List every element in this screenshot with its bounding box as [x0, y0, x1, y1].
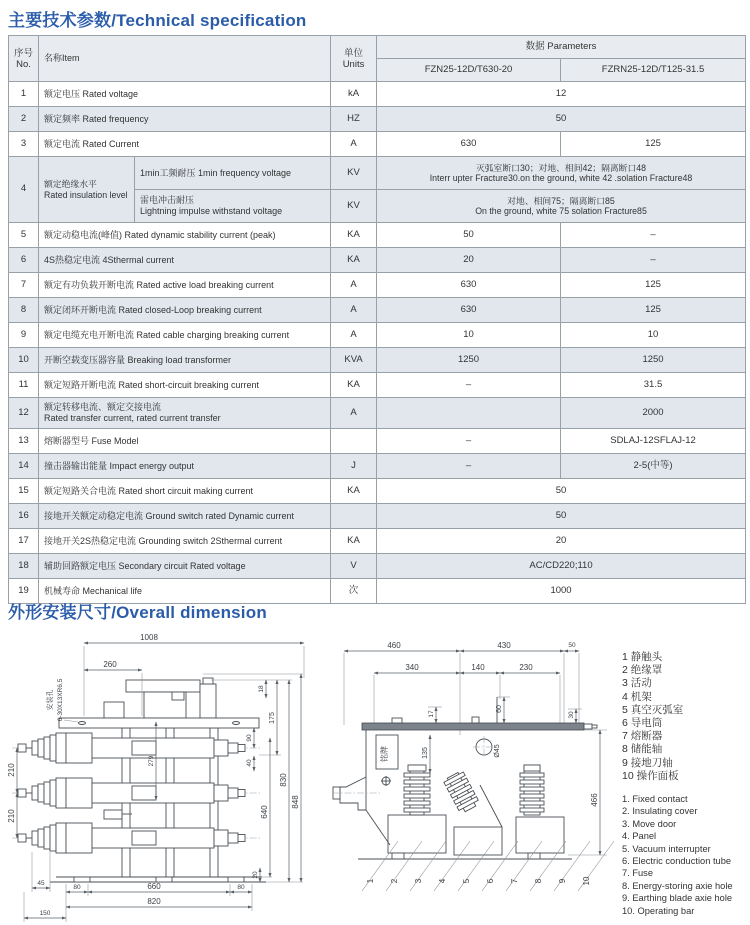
legend-item: 9. Earthing blade axie hole	[622, 893, 733, 904]
dim-label-60: 60	[496, 705, 503, 713]
legend-item: 5 真空灭弧室	[622, 703, 684, 716]
legend-item: 7 熔断器	[622, 730, 663, 743]
cell-unit: A	[331, 132, 377, 157]
table-row	[9, 454, 746, 479]
cell-no: 5	[9, 223, 39, 248]
legend-item: 7. Fuse	[622, 868, 654, 879]
cell-item: 额定闭环开断电流 Rated closed-Loop breaking current	[39, 298, 331, 323]
cell-unit: KVA	[331, 348, 377, 373]
cell-value-2: SDLAJ-12SFLAJ-12	[561, 429, 746, 454]
legend-item: 1 静触头	[622, 651, 663, 663]
dim-label-210a: 210	[7, 763, 16, 777]
part-number: 5	[462, 878, 471, 884]
cell-no: 12	[9, 398, 39, 429]
legend-item: 10 操作面板	[622, 769, 679, 782]
cell-unit: KA	[331, 248, 377, 273]
dim-label-430: 430	[497, 641, 511, 650]
cell-no: 6	[9, 248, 39, 273]
cell-item: 4S热稳定电流 4Sthermal current	[39, 248, 331, 273]
table-row	[9, 429, 746, 454]
dim-label-340: 340	[405, 663, 419, 672]
header-parameters: 数据 Parameters	[377, 36, 746, 59]
dim-label-90: 90	[246, 734, 253, 742]
dim-label-80b: 80	[237, 884, 245, 891]
part-number: 3	[414, 878, 423, 884]
cell-value-1: –	[377, 454, 561, 479]
dim-label-260: 260	[103, 660, 117, 669]
cell-value-1: 630	[377, 298, 561, 323]
cell-value: 50	[377, 504, 746, 529]
dim-label-1008: 1008	[140, 633, 158, 642]
front-view-drawing	[4, 630, 334, 925]
cell-no: 1	[9, 82, 39, 107]
cell-value: 灭弧室断口30；对地、相间42；隔离断口48 Interr upter Fracture30.on the ground, white 42 .solation Fracture48	[377, 157, 746, 190]
part-number: 10	[582, 876, 591, 886]
cell-unit: KA	[331, 223, 377, 248]
legend-item: 2. Insulating cover	[622, 806, 698, 817]
cell-unit: HZ	[331, 107, 377, 132]
cell-unit: A	[331, 323, 377, 348]
dim-label-80a: 80	[73, 884, 81, 891]
legend-item: 6. Electric conduction tube	[622, 856, 732, 867]
cell-item: 熔断器型号 Fuse Model	[39, 429, 331, 454]
dim-label-45: 45	[37, 880, 45, 887]
header-item: 名称Item	[39, 36, 331, 82]
cell-no: 17	[9, 529, 39, 554]
dim-label-17: 17	[428, 710, 435, 718]
cell-unit: 次	[331, 579, 377, 604]
header-model-2: FZRN25-12D/T125-31.5	[561, 59, 746, 82]
dim-label-848: 848	[291, 795, 300, 809]
dim-label-30: 30	[568, 711, 575, 719]
table-row	[9, 82, 746, 107]
cell-value: 20	[377, 529, 746, 554]
legend-item: 4. Panel	[622, 831, 657, 842]
cell-unit: J	[331, 454, 377, 479]
cell-unit: KA	[331, 479, 377, 504]
cell-unit: A	[331, 398, 377, 429]
cell-value-2: 2000	[561, 398, 746, 429]
cell-value-1: 1250	[377, 348, 561, 373]
cell-value-1: 50	[377, 223, 561, 248]
legend-item: 10. Operating bar	[622, 905, 695, 916]
nameplate-label: 铭牌	[380, 746, 389, 762]
dim-label-140: 140	[471, 663, 485, 672]
cell-item-sub: 雷电冲击耐压 Lightning impulse withstand voltage	[135, 190, 331, 223]
part-number: 7	[510, 878, 519, 884]
technical-specification-table	[8, 35, 746, 604]
part-number: 4	[438, 878, 447, 884]
cell-no: 15	[9, 479, 39, 504]
part-number: 9	[558, 878, 567, 884]
cell-value: AC/CD220;110	[377, 554, 746, 579]
table-row	[9, 348, 746, 373]
cell-no: 16	[9, 504, 39, 529]
cell-unit: A	[331, 298, 377, 323]
part-number-callouts	[362, 841, 614, 891]
cell-no: 10	[9, 348, 39, 373]
dim-label-135: 135	[422, 747, 429, 759]
table-row	[9, 157, 746, 190]
cell-no: 8	[9, 298, 39, 323]
dim-label-40: 40	[246, 759, 253, 767]
table-row	[9, 373, 746, 398]
part-number: 8	[534, 878, 543, 884]
section-title-technical-specification: 主要技术参数/Technical specification	[8, 11, 307, 30]
cell-value-2: 2-5(中等)	[561, 454, 746, 479]
header-units: 单位 Units	[331, 36, 377, 82]
parts-legend	[622, 651, 748, 917]
cell-item-sub: 1min工频耐压 1min frequency voltage	[135, 157, 331, 190]
cell-unit: V	[331, 554, 377, 579]
dim-label-660: 660	[147, 882, 161, 891]
cell-value-1: –	[377, 373, 561, 398]
mount-hole-label: 安装孔	[47, 689, 54, 711]
cell-no: 14	[9, 454, 39, 479]
cell-value-2: 1250	[561, 348, 746, 373]
cell-item: 额定有功负载开断电流 Rated active load breaking current	[39, 273, 331, 298]
dim-label-210b: 210	[7, 809, 16, 823]
table-row	[9, 107, 746, 132]
part-number: 2	[390, 878, 399, 884]
cell-item-group: 额定绝缘水平 Rated insulation level	[39, 157, 135, 223]
cell-value-1: 20	[377, 248, 561, 273]
cell-value-1: 10	[377, 323, 561, 348]
cell-value-2: 125	[561, 132, 746, 157]
cell-unit: KA	[331, 373, 377, 398]
legend-item: 8. Energy-storing axie hole	[622, 880, 733, 891]
cell-item: 额定电压 Rated voltage	[39, 82, 331, 107]
cell-item: 开断空载变压器容量 Breaking load transformer	[39, 348, 331, 373]
dim-label-460: 460	[387, 641, 401, 650]
legend-item: 4 机架	[622, 690, 652, 703]
table-row	[9, 323, 746, 348]
cell-no: 19	[9, 579, 39, 604]
dim-label-50: 50	[568, 642, 576, 649]
parts-legend-chinese	[622, 651, 748, 783]
dim-label-18: 18	[258, 685, 265, 693]
table-row	[9, 248, 746, 273]
legend-item: 6 导电筒	[622, 717, 663, 730]
cell-item: 辅助回路额定电压 Secondary circuit Rated voltage	[39, 554, 331, 579]
header-model-1: FZN25-12D/T630-20	[377, 59, 561, 82]
mount-hole-spec: 6-30X13XR6.5	[57, 678, 64, 722]
cell-item: 额定短路关合电流 Rated short circuit making current	[39, 479, 331, 504]
table-row	[9, 298, 746, 323]
dim-label-230: 230	[519, 663, 533, 672]
dim-label-o45: Ø45	[494, 744, 501, 758]
cell-no: 13	[9, 429, 39, 454]
cell-value-2: –	[561, 223, 746, 248]
cell-no: 18	[9, 554, 39, 579]
cell-item: 额定电缆充电开断电流 Rated cable charging breaking current	[39, 323, 331, 348]
table-row	[9, 398, 746, 429]
header-row	[9, 36, 746, 59]
dim-label-175: 175	[269, 712, 276, 724]
table-row	[9, 479, 746, 504]
cell-value: 12	[377, 82, 746, 107]
cell-value-1: 630	[377, 132, 561, 157]
cell-value-1: 630	[377, 273, 561, 298]
cell-unit: KV	[331, 190, 377, 223]
cell-value: 50	[377, 107, 746, 132]
dim-label-150: 150	[39, 910, 51, 917]
dim-label-830: 830	[279, 773, 288, 787]
cell-item: 额定电流 Rated Current	[39, 132, 331, 157]
dim-label-820: 820	[147, 897, 161, 906]
cell-value-2: 10	[561, 323, 746, 348]
dim-label-466: 466	[590, 793, 599, 807]
side-dimension-466	[568, 730, 607, 855]
parts-legend-english	[622, 793, 748, 917]
cell-value: 50	[377, 479, 746, 504]
side-view-drawing	[332, 635, 620, 925]
cell-item: 机械寿命 Mechanical life	[39, 579, 331, 604]
legend-item: 9 接地刀轴	[622, 756, 673, 769]
table-row	[9, 132, 746, 157]
cell-no: 4	[9, 157, 39, 223]
dim-label-20: 20	[252, 871, 259, 879]
legend-item: 5. Vacuum interrupter	[622, 843, 711, 854]
cell-value-2: 125	[561, 273, 746, 298]
cell-item: 额定短路开断电流 Rated short-circuit breaking current	[39, 373, 331, 398]
cell-unit: A	[331, 273, 377, 298]
dim-label-640: 640	[260, 805, 269, 819]
cell-no: 11	[9, 373, 39, 398]
legend-item: 2 绝缘罩	[622, 664, 663, 677]
side-dimensions-top	[344, 641, 582, 735]
cell-value-1	[377, 398, 561, 429]
part-number: 6	[486, 878, 495, 884]
cell-item: 接地开关2S热稳定电流 Grounding switch 2Sthermal current	[39, 529, 331, 554]
legend-item: 3. Move door	[622, 818, 677, 829]
legend-item: 3 活动	[622, 677, 652, 690]
table-row	[9, 554, 746, 579]
section-title-overall-dimension: 外形安装尺寸/Overall dimension	[8, 603, 267, 622]
cell-unit: KV	[331, 157, 377, 190]
cell-unit	[331, 504, 377, 529]
table-row	[9, 223, 746, 248]
cell-unit	[331, 429, 377, 454]
cell-value-2: 31.5	[561, 373, 746, 398]
dim-label-279: 279	[148, 755, 155, 767]
cell-no: 7	[9, 273, 39, 298]
cell-item: 接地开关额定动稳定电流 Ground switch rated Dynamic current	[39, 504, 331, 529]
table-row	[9, 529, 746, 554]
cell-no: 3	[9, 132, 39, 157]
header-no: 序号 No.	[9, 36, 39, 82]
cell-value: 对地、相间75；隔离断口85 On the ground, white 75 solation Fracture85	[377, 190, 746, 223]
table-row	[9, 273, 746, 298]
cell-no: 2	[9, 107, 39, 132]
cell-unit: kA	[331, 82, 377, 107]
cell-value-2: –	[561, 248, 746, 273]
legend-item: 1. Fixed contact	[622, 794, 688, 805]
cell-item: 撞击器输出能量 Impact energy output	[39, 454, 331, 479]
cell-no: 9	[9, 323, 39, 348]
cell-value: 1000	[377, 579, 746, 604]
front-dimensions	[7, 633, 304, 922]
table-row	[9, 504, 746, 529]
cell-value-2: 125	[561, 298, 746, 323]
cell-item: 额定动稳电流(峰值) Rated dynamic stability current (peak)	[39, 223, 331, 248]
cell-item: 额定频率 Rated frequency	[39, 107, 331, 132]
side-machine-outline	[332, 697, 597, 859]
cell-value-1: –	[377, 429, 561, 454]
part-number: 1	[366, 878, 375, 884]
cell-unit: KA	[331, 529, 377, 554]
cell-item: 额定转移电流、额定交接电流 Rated transfer current, rated current transfer	[39, 398, 331, 429]
legend-item: 8 储能轴	[622, 743, 663, 756]
